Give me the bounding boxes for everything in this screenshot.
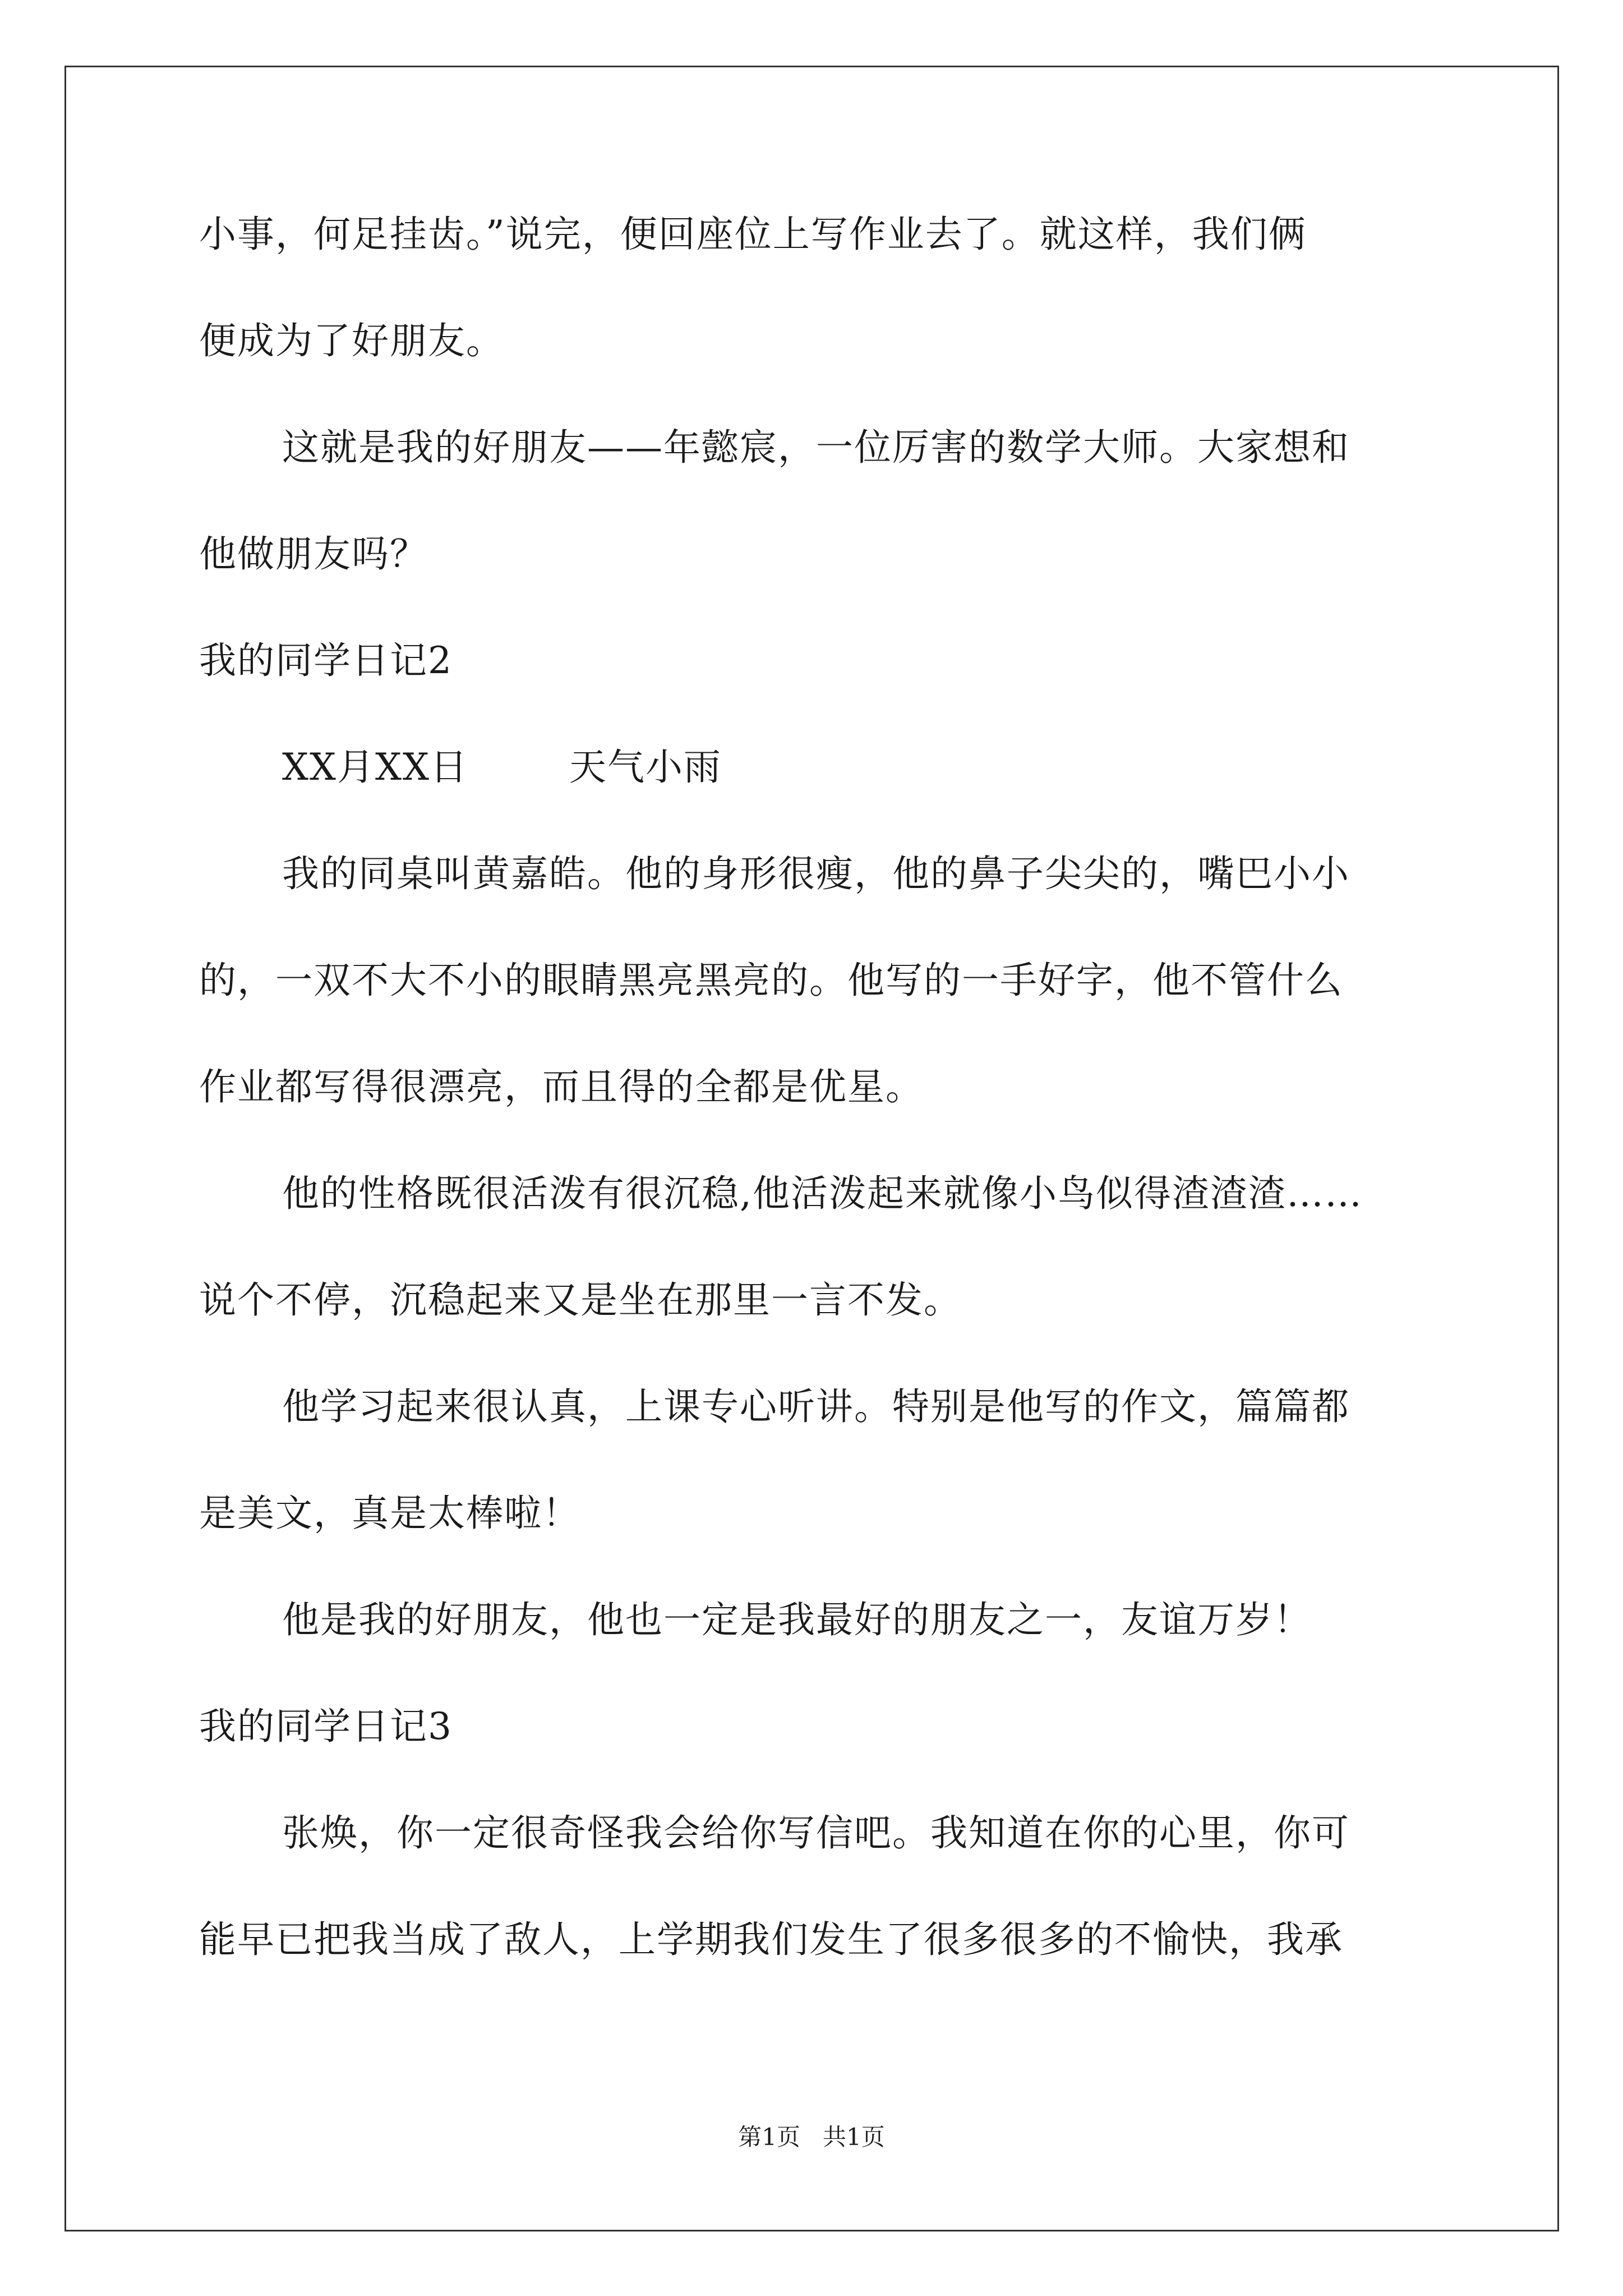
paragraph-line: 是美文，真是太棒啦！ xyxy=(199,1492,580,1535)
date-weather-line xyxy=(282,740,722,794)
paragraph-line: 小事，何足挂齿。”说完，便回座位上写作业去了。就这样，我们俩 xyxy=(199,213,1307,256)
paragraph-line: 便成为了好朋友。 xyxy=(199,319,504,362)
section-heading: 我的同学日记2 xyxy=(199,639,453,682)
paragraph-line: 他做朋友吗？ xyxy=(199,532,428,576)
paragraph-line: 他学习起来很认真，上课专心听讲。特别是他写的作文，篇篇都 xyxy=(282,1385,1350,1428)
page-total: 共1页 xyxy=(823,2123,885,2151)
page-border xyxy=(64,66,1559,2231)
paragraph-line: 的，一双不大不小的眼睛黑亮黑亮的。他写的一手好字，他不管什么 xyxy=(199,959,1343,1002)
diary-date: XX月XX日 xyxy=(282,746,468,789)
section-heading: 我的同学日记3 xyxy=(199,1705,453,1748)
paragraph-line: 他的性格既很活泼有很沉稳,他活泼起来就像小鸟似得渣渣渣…… xyxy=(282,1172,1363,1215)
paragraph-line: 他是我的好朋友，他也一定是我最好的朋友之一，友谊万岁！ xyxy=(282,1598,1312,1641)
paragraph-line: 作业都写得很漂亮，而且得的全都是优星。 xyxy=(199,1065,924,1108)
paragraph-line: 我的同桌叫黄嘉皓。他的身形很瘦，他的鼻子尖尖的，嘴巴小小 xyxy=(282,852,1350,895)
paragraph-line: 张焕，你一定很奇怪我会给你写信吧。我知道在你的心里，你可 xyxy=(282,1811,1350,1855)
diary-weather: 天气小雨 xyxy=(569,746,722,789)
paragraph-line: 能早已把我当成了敌人，上学期我们发生了很多很多的不愉快，我承 xyxy=(199,1918,1343,1961)
page-footer xyxy=(0,2120,1623,2154)
paragraph-line: 这就是我的好朋友——年懿宸，一位厉害的数学大师。大家想和 xyxy=(282,426,1350,469)
paragraph-line: 说个不停，沉稳起来又是坐在那里一言不发。 xyxy=(199,1278,962,1322)
page-number: 第1页 xyxy=(738,2123,800,2151)
